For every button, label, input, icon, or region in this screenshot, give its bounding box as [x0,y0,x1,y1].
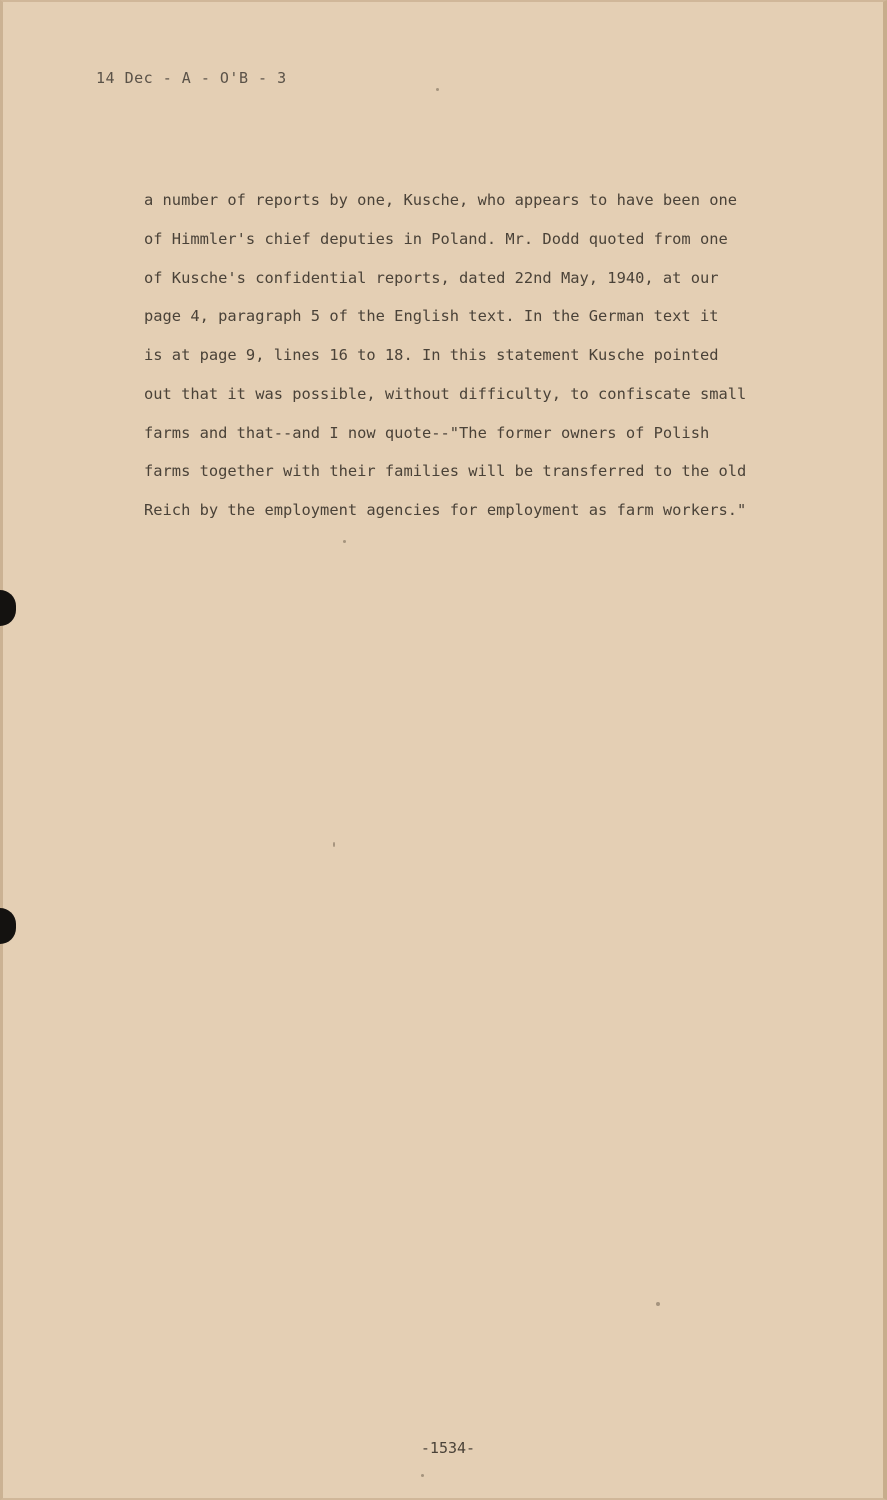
text-line: Reich by the employment agencies for employment as farm workers." [144,501,747,519]
paper-speck [421,1474,424,1477]
text-line: out that it was possible, without difficulty, to confiscate small [144,384,747,403]
text-line: farms and that--and I now quote--"The former owners of Polish [144,423,710,442]
text-line: of Himmler's chief deputies in Poland. Mr. Dodd quoted from one [144,229,728,248]
punch-hole-upper [0,590,16,626]
text-line: of Kusche's confidential reports, dated 22nd May, 1940, at our [144,268,719,287]
paper-speck [436,88,439,91]
paper-speck [343,540,346,543]
paper-speck [656,1302,660,1306]
text-line: farms together with their families will be transferred to the old [144,462,747,481]
punch-hole-lower [0,908,16,944]
text-line: a number of reports by one, Kusche, who appears to have been one [144,191,738,209]
body-paragraph [144,181,804,530]
document-reference: 14 Dec - A - O'B - 3 [96,69,287,87]
text-line: is at page 9, lines 16 to 18. In this statement Kusche pointed [144,346,719,364]
text-line: page 4, paragraph 5 of the English text. In the German text it [144,307,719,326]
page-number: -1534- [420,1439,476,1457]
paper-speck [333,842,335,847]
